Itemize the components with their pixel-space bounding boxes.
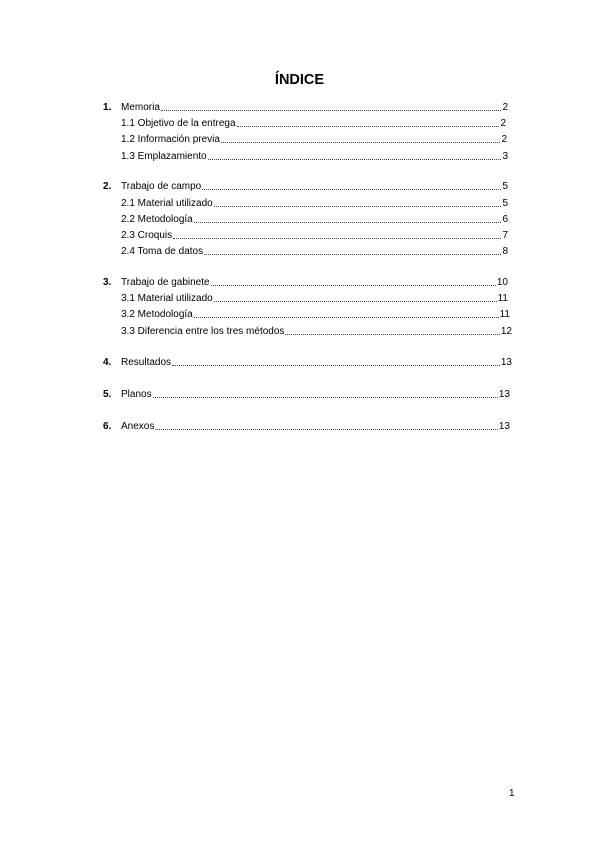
toc-dot-leader xyxy=(211,276,496,286)
toc-dot-leader xyxy=(202,180,501,190)
toc-entry[interactable] xyxy=(103,101,508,114)
toc-entry-number: 6. xyxy=(103,421,112,432)
toc-entry-page: 7 xyxy=(502,230,508,241)
toc-dot-leader xyxy=(208,150,502,160)
toc-entry-label: 3.1 Material utilizado xyxy=(121,293,213,304)
toc-entry[interactable] xyxy=(121,292,508,305)
toc-entry-label: 2.2 Metodología xyxy=(121,214,193,225)
toc-entry-label: Trabajo de campo xyxy=(121,181,202,192)
toc-dot-leader xyxy=(194,308,499,318)
toc-entry-page: 6 xyxy=(502,214,508,225)
toc-entry-page: 12 xyxy=(500,326,512,337)
toc-entry-number: 2. xyxy=(103,181,112,192)
toc-entry-label: Planos xyxy=(121,389,152,400)
toc-entry[interactable] xyxy=(121,229,508,242)
toc-dot-leader xyxy=(204,245,501,255)
toc-entry-label: 2.1 Material utilizado xyxy=(121,198,213,209)
toc-entry-label: 2.3 Croquis xyxy=(121,230,173,241)
toc-entry-page: 11 xyxy=(499,309,510,320)
toc-entry[interactable] xyxy=(121,197,508,210)
toc-entry-label: 1.2 Información previa xyxy=(121,134,220,145)
toc-entry-page: 11 xyxy=(497,293,508,304)
toc-entry-label: Anexos xyxy=(121,421,155,432)
toc-entry[interactable] xyxy=(121,213,508,226)
toc-dot-leader xyxy=(194,213,502,223)
toc-entry-page: 13 xyxy=(498,389,510,400)
toc-entry[interactable] xyxy=(103,388,510,401)
toc-entry-label: 3.2 Metodología xyxy=(121,309,193,320)
toc-entry-page: 3 xyxy=(502,151,508,162)
toc-entry-page: 5 xyxy=(502,181,508,192)
toc-entry[interactable] xyxy=(121,245,508,258)
toc-dot-leader xyxy=(173,229,501,239)
toc-dot-leader xyxy=(161,101,502,111)
toc-entry-page: 2 xyxy=(500,118,506,129)
toc-dot-leader xyxy=(172,356,500,366)
toc-entry-page: 8 xyxy=(502,246,508,257)
toc-entry[interactable] xyxy=(103,356,512,369)
toc-entry[interactable] xyxy=(103,420,510,433)
toc-dot-leader xyxy=(221,133,500,143)
toc-entry-page: 5 xyxy=(502,198,508,209)
toc-entry[interactable] xyxy=(121,117,506,130)
toc-entry-page: 10 xyxy=(496,277,508,288)
toc-entry[interactable] xyxy=(121,150,508,163)
toc-entry-label: 2.4 Toma de datos xyxy=(121,246,204,257)
toc-dot-leader xyxy=(214,292,497,302)
toc-entry-label: Trabajo de gabinete xyxy=(121,277,210,288)
toc-entry[interactable] xyxy=(121,308,510,321)
toc-entry-page: 13 xyxy=(498,421,510,432)
toc-entry-page: 2 xyxy=(502,102,508,113)
toc-dot-leader xyxy=(285,325,499,335)
toc-entry-number: 5. xyxy=(103,389,112,400)
toc-entry-number: 3. xyxy=(103,277,112,288)
toc-entry-label: 3.3 Diferencia entre los tres métodos xyxy=(121,326,285,337)
toc-entry-page: 2 xyxy=(501,134,507,145)
toc-entry[interactable] xyxy=(121,325,512,338)
toc-dot-leader xyxy=(214,197,502,207)
toc-entry-label: 1.1 Objetivo de la entrega xyxy=(121,118,236,129)
toc-entry[interactable] xyxy=(103,180,508,193)
toc-dot-leader xyxy=(237,117,500,127)
toc-entry-page: 13 xyxy=(500,357,512,368)
toc-entry-number: 4. xyxy=(103,357,112,368)
toc-entry[interactable] xyxy=(103,276,508,289)
toc-dot-leader xyxy=(155,420,498,430)
toc-entry-number: 1. xyxy=(103,102,112,113)
page-number: 1 xyxy=(509,788,515,799)
toc-entry-label: Resultados xyxy=(121,357,172,368)
toc-entry-label: 1.3 Emplazamiento xyxy=(121,151,207,162)
toc-entry[interactable] xyxy=(121,133,507,146)
page-title: ÍNDICE xyxy=(274,72,325,88)
toc-dot-leader xyxy=(153,388,498,398)
toc-entry-label: Memoria xyxy=(121,102,160,113)
